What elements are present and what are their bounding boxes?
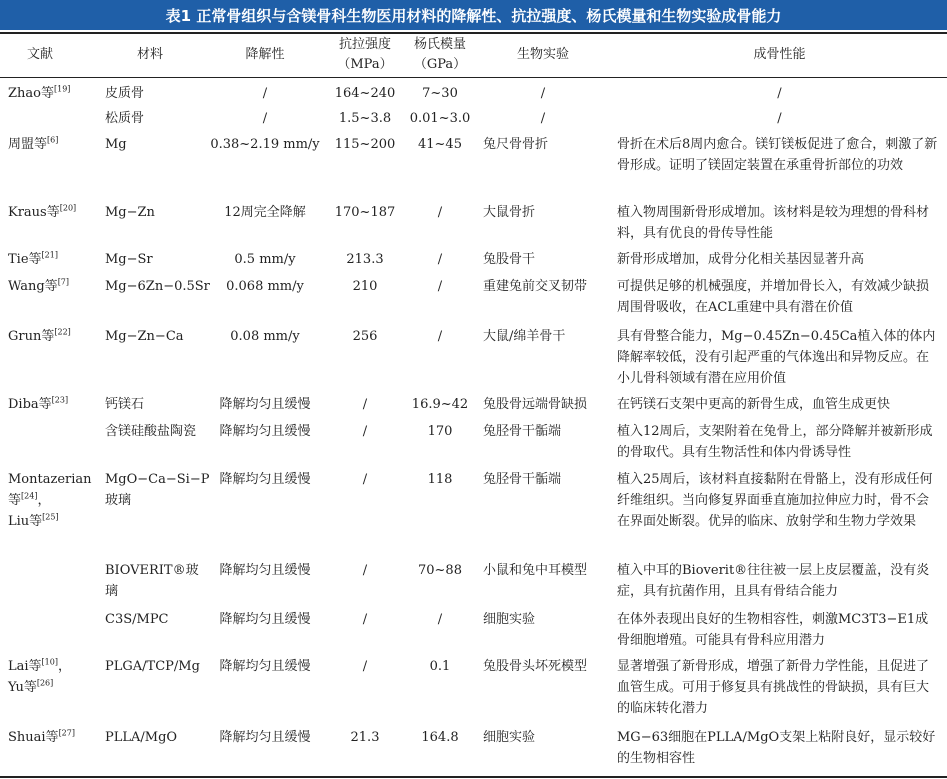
row-degradation: 12周完全降解 (224, 205, 306, 220)
row-ref (8, 276, 96, 297)
header-tensile (325, 35, 405, 75)
ref-name: Diba等 (8, 397, 52, 412)
row-tensile: 21.3 (350, 730, 380, 745)
row-degradation: / (262, 86, 268, 101)
row-experiment: 细胞实验 (483, 730, 536, 745)
row-experiment: 兔股骨头坏死模型 (483, 659, 588, 674)
row-modulus: 70~88 (418, 563, 462, 578)
row-ref (8, 326, 96, 347)
header-experiment: 生物实验 (516, 47, 569, 62)
row-tensile: 210 (352, 279, 378, 294)
ref-citation: [10] (41, 657, 58, 667)
ref-citation: [24] (21, 491, 38, 501)
ref-citation: [22] (54, 327, 71, 337)
row-tensile: / (362, 659, 368, 674)
row-material: Mg (105, 137, 127, 152)
ref-name: Grun等 (8, 329, 55, 344)
row-degradation: 0.08 mm/y (230, 329, 300, 344)
row-degradation: 降解均匀且缓慢 (219, 563, 311, 578)
header-tensile-l2: （MPa） (337, 57, 393, 72)
ref-name: Shuai等 (8, 730, 59, 745)
row-modulus: / (437, 279, 443, 294)
row-experiment: / (540, 111, 546, 126)
row-modulus: / (437, 329, 443, 344)
table-title: 表1 正常骨组织与含镁骨科生物医用材料的降解性、抗拉强度、杨氏模量和生物实验成骨能力 (0, 0, 947, 30)
header-ref: 文献 (26, 47, 53, 62)
row-experiment: / (540, 86, 546, 101)
header-ability: 成骨性能 (753, 47, 806, 62)
row-ref (8, 134, 96, 155)
row-degradation: 0.5 mm/y (234, 252, 296, 267)
row-tensile: / (362, 472, 368, 487)
row-material: 含镁硅酸盐陶瓷 (105, 424, 197, 439)
ref-citation: [6] (47, 135, 59, 145)
row-ability: 植入物周围新骨形成增加。该材料是较为理想的骨科材料，具有优良的骨传导性能 (617, 205, 930, 241)
ref-name: Lai等 (8, 659, 42, 674)
ref-citation: [27] (58, 728, 75, 738)
row-tensile: / (362, 424, 368, 439)
row-ability: 骨折在术后8周内愈合。镁钉镁板促进了愈合，刺激了新骨形成。证明了镁固定装置在承重骨折部位的功效 (617, 137, 938, 173)
row-modulus: 164.8 (421, 730, 459, 745)
row-tensile: 164~240 (334, 86, 396, 101)
row-experiment: 大鼠/绵羊骨干 (483, 329, 566, 344)
row-tensile: 1.5~3.8 (338, 111, 392, 126)
row-experiment: 兔胫骨干骺端 (483, 472, 562, 487)
ref-citation: [21] (41, 250, 58, 260)
row-degradation: 0.068 mm/y (226, 279, 304, 294)
row-modulus: 7~30 (422, 86, 458, 101)
row-degradation: 降解均匀且缓慢 (219, 397, 311, 412)
ref-citation: [19] (53, 84, 71, 94)
row-ref: Lai等[10]， Yu等[26] (8, 657, 71, 695)
row-ability: / (777, 86, 782, 101)
row-tensile: / (362, 397, 368, 412)
row-tensile: 256 (352, 329, 378, 344)
row-ability: MG−63细胞在PLLA/MgO支架上粘附良好，显示较好的生物相容性 (617, 730, 936, 766)
row-material: PLLA/MgO (105, 730, 178, 745)
ref-name: Yu等 (8, 680, 37, 695)
row-material: Mg−Sr (105, 252, 153, 267)
row-material: C3S/MPC (105, 612, 169, 627)
header-modulus-l1: 杨氏模量 (413, 37, 466, 52)
header-modulus (400, 35, 480, 75)
row-material: PLGA/TCP/Mg (105, 659, 200, 674)
ref-name: Montazerian等 (8, 472, 92, 508)
row-experiment: 兔股骨远端骨缺损 (483, 397, 588, 412)
ref-name: Liu等 (8, 514, 43, 529)
row-ability: 具有骨整合能力，Mg−0.45Zn−0.45Ca植入体的体内降解率较低，没有引起严重的气体逸出和异物反应。在小儿骨科领域有潜在应用价值 (617, 329, 936, 386)
row-tensile: / (362, 563, 368, 578)
header-degradation: 降解性 (245, 47, 285, 62)
ref-name: Zhao等 (8, 86, 54, 101)
row-ability: 植入25周后，该材料直接黏附在骨骼上，没有形成任何纤维组织。当向修复界面垂直施加拉伸应力时，骨不会在界面处断裂。优异的临床、放射学和生物力学效果 (617, 472, 933, 529)
row-ref: Montazerian等[24]， Liu等[25] (8, 472, 92, 529)
header-tensile-l1: 抗拉强度 (338, 37, 391, 52)
ref-citation: [23] (51, 395, 69, 405)
row-material: 松质骨 (105, 111, 145, 126)
row-experiment: 细胞实验 (483, 612, 536, 627)
row-ability: 植入中耳的Bioverit®往往被一层上皮层覆盖，没有炎症，具有抗菌作用，且具有骨结合能力 (617, 563, 930, 599)
row-modulus: 41~45 (418, 137, 462, 152)
table-bottom-rule (0, 776, 947, 778)
row-degradation: 降解均匀且缓慢 (219, 472, 311, 487)
ref-name: Wang等 (8, 279, 58, 294)
ref-citation: [20] (59, 203, 77, 213)
row-experiment: 兔股骨干 (483, 252, 536, 267)
row-ref (8, 394, 96, 415)
row-modulus: 0.01~3.0 (409, 111, 471, 126)
row-tensile: 213.3 (346, 252, 384, 267)
row-experiment: 小鼠和兔中耳模型 (483, 563, 588, 578)
row-modulus: 16.9~42 (411, 397, 469, 412)
row-material: MgO−Ca−Si−P玻璃 (105, 472, 210, 508)
row-degradation: 降解均匀且缓慢 (219, 424, 311, 439)
header-modulus-l2: （GPa） (413, 57, 467, 72)
ref-citation: [7] (57, 277, 70, 287)
header-bottom-rule (0, 77, 947, 78)
row-degradation: / (262, 111, 268, 126)
row-experiment: 兔胫骨干骺端 (483, 424, 562, 439)
row-ability: 植入12周后，支架附着在兔骨上，部分降解并被新形成的骨取代。具有生物活性和体内骨诱导性 (617, 424, 933, 460)
row-tensile: / (362, 612, 368, 627)
row-ref (8, 83, 96, 104)
ref-name: Kraus等 (8, 205, 60, 220)
row-ref (8, 202, 96, 223)
row-degradation: 0.38~2.19 mm/y (210, 137, 320, 152)
row-material: Mg−Zn (105, 205, 155, 220)
ref-citation: [26] (36, 678, 54, 688)
row-degradation: 降解均匀且缓慢 (219, 659, 311, 674)
row-modulus: 0.1 (429, 659, 451, 674)
row-ability: 在钙镁石支架中更高的新骨生成，血管生成更快 (617, 397, 891, 412)
ref-name: Tie等 (8, 252, 42, 267)
row-modulus: 118 (427, 472, 453, 487)
row-ability: 显著增强了新骨形成，增强了新骨力学性能，且促进了血管生成。可用于修复具有挑战性的骨缺损，具有巨大的临床转化潜力 (617, 659, 930, 716)
row-ability: 新骨形成增加，成骨分化相关基因显著升高 (617, 252, 865, 267)
row-ref (8, 249, 96, 270)
row-modulus: / (437, 612, 443, 627)
row-material: BIOVERIT®玻璃 (105, 563, 199, 599)
row-ability: / (777, 111, 782, 126)
header-top-rule (0, 32, 947, 34)
row-material: 皮质骨 (105, 86, 145, 101)
row-experiment: 重建兔前交叉韧带 (483, 279, 588, 294)
row-experiment: 兔尺骨骨折 (483, 137, 549, 152)
ref-citation: [25] (42, 512, 59, 522)
row-material: Mg−Zn−Ca (105, 329, 184, 344)
row-tensile: 115~200 (334, 137, 396, 152)
row-ability: 可提供足够的机械强度，并增加骨长入，有效减少缺损周围骨吸收，在ACL重建中具有潜在价值 (617, 279, 930, 315)
row-ref (8, 727, 96, 748)
row-experiment: 大鼠骨折 (483, 205, 536, 220)
header-material: 材料 (136, 47, 163, 62)
row-modulus: / (437, 205, 443, 220)
row-ability: 在体外表现出良好的生物相容性，刺激MC3T3−E1成骨细胞增殖。可能具有骨科应用潜力 (617, 612, 929, 648)
row-tensile: 170~187 (334, 205, 396, 220)
row-degradation: 降解均匀且缓慢 (219, 730, 311, 745)
row-material: 钙镁石 (105, 397, 145, 412)
ref-name: 周盟等 (8, 137, 48, 152)
row-modulus: 170 (427, 424, 453, 439)
row-material: Mg−6Zn−0.5Sr (105, 279, 210, 294)
row-modulus: / (437, 252, 443, 267)
row-degradation: 降解均匀且缓慢 (219, 612, 311, 627)
